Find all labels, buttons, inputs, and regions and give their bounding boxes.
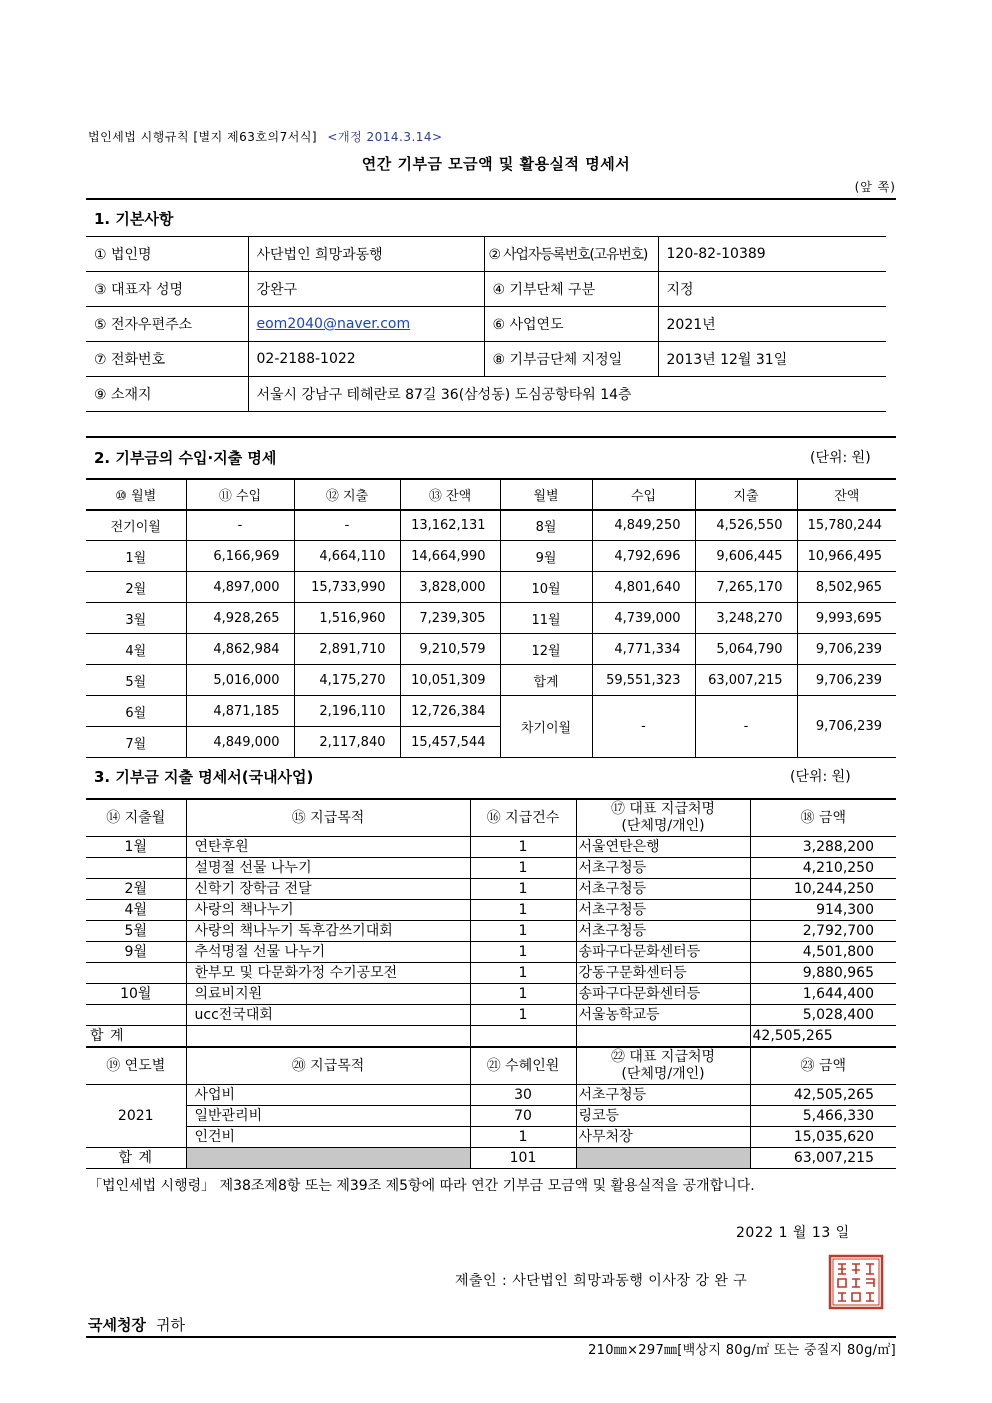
table-row [86,963,896,984]
basic-info-row [86,307,886,342]
section2-title: 2. 기부금의 수입·지출 명세 [94,449,277,467]
count-cell: 1 [470,942,576,963]
page-title: 연간 기부금 모금액 및 활용실적 명세서 [361,155,631,173]
field-value: 사단법인 희망과동행 [248,237,484,272]
balance-cell: 9,993,695 [797,603,896,634]
expense-cell: 15,733,990 [294,572,400,603]
field-label: ⑨ 소재지 [86,377,248,412]
table-row [86,1106,896,1127]
submission-date: 2022 1 월 13 일 [736,1225,850,1241]
balance-cell: 9,210,579 [400,634,500,665]
field-value: 2021년 [658,307,886,342]
income-cell: 4,862,984 [186,634,294,665]
expense-cell: 2,196,110 [294,696,400,727]
year-cell: 2021 [86,1085,186,1148]
income-cell: 6,166,969 [186,541,294,572]
purpose-cell: 연탄후원 [186,837,470,858]
balance-cell: 15,457,544 [400,727,500,758]
income-cell: 4,801,640 [592,572,695,603]
expense-cell: 4,175,270 [294,665,400,696]
purpose-cell: ucc전국대회 [186,1005,470,1026]
section1-top-rule [86,198,896,200]
purpose-cell: 사랑의 책나누기 독후감쓰기대회 [186,921,470,942]
table-row [86,510,896,541]
purpose-cell: 인건비 [186,1127,470,1148]
basic-info-table [86,236,886,412]
count-cell: 1 [470,1127,576,1148]
income-expense-table [86,478,896,758]
expense-cell: 5,064,790 [695,634,797,665]
recipient-cell: 서초구청등 [576,1085,750,1106]
income-cell: 4,792,696 [592,541,695,572]
form-revision: <개정 2014.3.14> [327,130,443,144]
amount-cell: 5,466,330 [750,1106,896,1127]
table-row [86,1085,896,1106]
table-row [86,879,896,900]
balance-cell: 15,780,244 [797,510,896,541]
column-header: 지출 [695,479,797,510]
recipient-cell: 송파구다문화센터등 [576,984,750,1005]
column-header: ⑯ 지급건수 [470,799,576,837]
month-cell: 7월 [86,727,186,758]
balance-cell: 13,162,131 [400,510,500,541]
month-cell: 10월 [86,984,186,1005]
recipient-cell: 강동구문화센터등 [576,963,750,984]
month-cell: 차기이월 [500,696,592,758]
column-header: 월별 [500,479,592,510]
column-header-line: (단체명/개인) [621,818,705,834]
table-header-row [86,479,896,510]
column-header: 잔액 [797,479,896,510]
section2-top-rule [86,436,896,438]
recipient-cell: 서울연탄은행 [576,837,750,858]
section1-title: 1. 기본사항 [94,210,174,228]
amount-cell: 42,505,265 [750,1085,896,1106]
column-header: ㉓ 금액 [750,1047,896,1085]
table-row [86,665,896,696]
count-cell: 70 [470,1106,576,1127]
balance-cell: 10,966,495 [797,541,896,572]
expense-cell: 2,117,840 [294,727,400,758]
balance-cell: 7,239,305 [400,603,500,634]
month-cell: 4월 [86,634,186,665]
balance-cell: 9,706,239 [797,665,896,696]
table-row [86,572,896,603]
expense-cell: 4,664,110 [294,541,400,572]
month-cell [86,963,186,984]
month-cell [86,858,186,879]
month-cell: 9월 [86,942,186,963]
basic-info-row [86,272,886,307]
column-header-line: (단체명/개인) [621,1066,705,1082]
table-row [86,1005,896,1026]
recipient-cell: 서초구청등 [576,921,750,942]
month-cell: 11월 [500,603,592,634]
column-header: ⑩ 월별 [86,479,186,510]
income-cell: 4,771,334 [592,634,695,665]
income-cell: 4,928,265 [186,603,294,634]
column-header: ⑱ 금액 [750,799,896,837]
field-label: ⑧ 기부금단체 지정일 [484,342,658,377]
purpose-cell: 사업비 [186,1085,470,1106]
total-count: 101 [470,1148,576,1169]
month-cell: 12월 [500,634,592,665]
email-link[interactable]: eom2040@naver.com [256,316,411,332]
month-cell: 1월 [86,541,186,572]
month-cell: 전기이월 [86,510,186,541]
amount-cell: 5,028,400 [750,1005,896,1026]
month-cell: 5월 [86,921,186,942]
recipient-cell: 링코등 [576,1106,750,1127]
field-label: ⑤ 전자우편주소 [86,307,248,342]
total-amount: 63,007,215 [750,1148,896,1169]
balance-cell: 8,502,965 [797,572,896,603]
recipient-suffix: 귀하 [155,1316,185,1334]
amount-cell: 2,792,700 [750,921,896,942]
month-cell: 1월 [86,837,186,858]
expense-cell: - [695,696,797,758]
column-header-line: ㉒ 대표 지급처명 [610,1049,716,1065]
column-header: ⑬ 잔액 [400,479,500,510]
table-row [86,634,896,665]
month-cell: 6월 [86,696,186,727]
field-value [248,307,484,342]
expense-cell: 3,248,270 [695,603,797,634]
total-label: 합 계 [86,1148,186,1169]
field-value: 지정 [658,272,886,307]
section3-title: 3. 기부금 지출 명세서(국내사업) [94,768,314,786]
address-value: 서울시 강남구 테헤란로 87길 36(삼성동) 도심공항타워 14층 [248,377,886,412]
recipient-cell: 서울농학교등 [576,1005,750,1026]
column-header: 수입 [592,479,695,510]
balance-cell: 9,706,239 [797,634,896,665]
purpose-cell: 신학기 장학금 전달 [186,879,470,900]
count-cell: 1 [470,879,576,900]
income-cell: 59,551,323 [592,665,695,696]
balance-cell: 14,664,990 [400,541,500,572]
table-header-row [86,1047,896,1085]
footer-rule [86,1336,896,1338]
column-header: ⑳ 지급목적 [186,1047,470,1085]
purpose-cell: 설명절 선물 나누기 [186,858,470,879]
field-label: ② 사업자등록번호(고유번호) [484,237,658,272]
purpose-cell: 의료비지원 [186,984,470,1005]
table-row [86,942,896,963]
recipient-line [88,1314,185,1335]
month-cell: 2월 [86,879,186,900]
column-header: ⑭ 지출월 [86,799,186,837]
recipient-cell: 서초구청등 [576,879,750,900]
submitter: 제출인 : 사단법인 희망과동행 이사장 강 완 구 [455,1273,748,1289]
purpose-cell: 일반관리비 [186,1106,470,1127]
basic-info-row [86,237,886,272]
income-cell: - [592,696,695,758]
income-cell: 4,849,000 [186,727,294,758]
total-row [86,1026,896,1048]
expense-cell: - [294,510,400,541]
balance-cell: 3,828,000 [400,572,500,603]
table-row [86,541,896,572]
total-row [86,1148,896,1169]
month-cell: 8월 [500,510,592,541]
column-header: ㉑ 수혜인원 [470,1047,576,1085]
column-header: ⑲ 연도별 [86,1047,186,1085]
form-header [88,128,443,145]
count-cell: 1 [470,858,576,879]
field-value: 02-2188-1022 [248,342,484,377]
form-header-text: 법인세법 시행규칙 [별지 제63호의7서식] [88,130,318,144]
amount-cell: 15,035,620 [750,1127,896,1148]
table-row [86,837,896,858]
month-cell: 2월 [86,572,186,603]
field-label: ⑥ 사업연도 [484,307,658,342]
amount-cell: 10,244,250 [750,879,896,900]
income-cell: 5,016,000 [186,665,294,696]
month-cell: 5월 [86,665,186,696]
month-cell [86,1005,186,1026]
expense-cell: 1,516,960 [294,603,400,634]
count-cell: 1 [470,921,576,942]
amount-cell: 1,644,400 [750,984,896,1005]
amount-cell: 4,210,250 [750,858,896,879]
income-cell: - [186,510,294,541]
field-value: 2013년 12월 31일 [658,342,886,377]
count-cell: 30 [470,1085,576,1106]
page-side-label: (앞 쪽) [854,180,896,194]
month-cell: 3월 [86,603,186,634]
section3-unit: (단위: 원) [790,769,851,785]
purpose-cell: 사랑의 책나누기 [186,900,470,921]
recipient: 국세청장 [88,1316,146,1334]
income-cell: 4,871,185 [186,696,294,727]
corporate-seal-icon [828,1254,884,1310]
purpose-cell: 추석명절 선물 나누기 [186,942,470,963]
field-label: ④ 기부단체 구분 [484,272,658,307]
table-row [86,1127,896,1148]
month-cell: 4월 [86,900,186,921]
income-cell: 4,849,250 [592,510,695,541]
count-cell: 1 [470,837,576,858]
section2-unit: (단위: 원) [810,450,871,466]
balance-cell: 10,051,309 [400,665,500,696]
count-cell: 1 [470,900,576,921]
month-cell: 합계 [500,665,592,696]
count-cell: 1 [470,963,576,984]
paper-spec: 210㎜×297㎜[백상지 80g/㎡ 또는 중질지 80g/㎡] [588,1343,896,1358]
declaration-text: 「법인세법 시행령」 제38조제8항 또는 제39조 제5항에 따라 연간 기부금 모금액 및 활용실적을 공개합니다. [88,1178,755,1194]
table-row [86,984,896,1005]
table-row [86,696,896,727]
expense-cell: 2,891,710 [294,634,400,665]
income-cell: 4,739,000 [592,603,695,634]
amount-cell: 4,501,800 [750,942,896,963]
recipient-cell: 사무처장 [576,1127,750,1148]
amount-cell: 914,300 [750,900,896,921]
column-header [576,1047,750,1085]
basic-info-row [86,377,886,412]
recipient-cell: 서초구청등 [576,858,750,879]
expense-cell: 7,265,170 [695,572,797,603]
month-cell: 9월 [500,541,592,572]
recipient-cell: 서초구청등 [576,900,750,921]
shaded-cell [186,1148,470,1169]
recipient-cell: 송파구다문화센터등 [576,942,750,963]
count-cell: 1 [470,984,576,1005]
field-label: ③ 대표자 성명 [86,272,248,307]
count-cell: 1 [470,1005,576,1026]
total-label: 합 계 [86,1026,186,1048]
table-header-row [86,799,896,837]
month-cell: 10월 [500,572,592,603]
purpose-cell: 한부모 및 다문화가정 수기공모전 [186,963,470,984]
column-header: ⑫ 지출 [294,479,400,510]
table-row [86,603,896,634]
expense-cell: 63,007,215 [695,665,797,696]
basic-info-row [86,342,886,377]
column-header: ⑪ 수입 [186,479,294,510]
balance-cell: 12,726,384 [400,696,500,727]
balance-cell: 9,706,239 [797,696,896,758]
field-value: 강완구 [248,272,484,307]
amount-cell: 3,288,200 [750,837,896,858]
field-label: ⑦ 전화번호 [86,342,248,377]
income-cell: 4,897,000 [186,572,294,603]
column-header [576,799,750,837]
expense-cell: 9,606,445 [695,541,797,572]
table-row [86,900,896,921]
table-row [86,858,896,879]
expense-cell: 4,526,550 [695,510,797,541]
total-amount: 42,505,265 [750,1026,896,1048]
column-header: ⑮ 지급목적 [186,799,470,837]
field-label: ① 법인명 [86,237,248,272]
shaded-cell [576,1148,750,1169]
table-row [86,921,896,942]
column-header-line: ⑰ 대표 지급처명 [610,801,716,817]
amount-cell: 9,880,965 [750,963,896,984]
expenditure-table [86,798,896,1169]
field-value: 120-82-10389 [658,237,886,272]
